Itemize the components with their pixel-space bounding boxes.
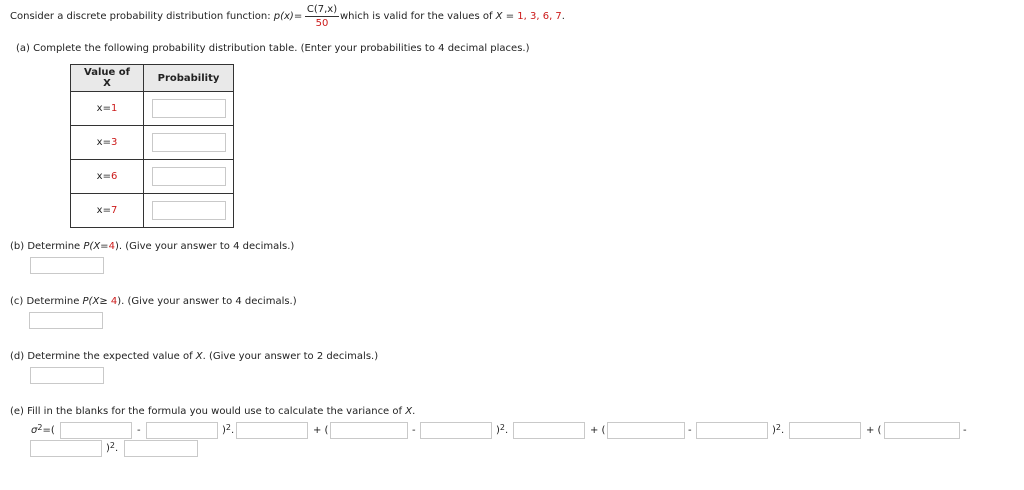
x-value-cell: x=6 <box>71 160 144 194</box>
part-c-prompt: (c) Determine P(X≥ 4). (Give your answer to 4 decimals.) <box>10 296 297 307</box>
plus-open: + ( <box>590 425 606 436</box>
fraction-numerator: C(7,x) <box>306 4 338 15</box>
variance-term1-mean-input[interactable] <box>146 422 218 439</box>
x-value-cell: x=7 <box>71 194 144 228</box>
fraction-denominator: 50 <box>315 18 329 29</box>
table-row <box>71 160 234 194</box>
squared-marker: )$^2$. <box>496 423 509 436</box>
minus-sign: - <box>137 425 141 436</box>
probability-input-x1[interactable] <box>152 99 226 118</box>
variance-term4-x-input[interactable] <box>884 422 960 439</box>
part-e-prompt: (e) Fill in the blanks for the formula you would use to calculate the variance of X. <box>10 406 416 417</box>
minus-sign: - <box>688 425 692 436</box>
variance-term2-mean-input[interactable] <box>420 422 492 439</box>
minus-sign: - <box>412 425 416 436</box>
part-d-prompt: (d) Determine the expected value of X. (Give your answer to 2 decimals.) <box>10 351 379 362</box>
part-d-answer-input[interactable] <box>30 367 104 384</box>
variance-label: $\sigma^2=$( <box>31 423 55 436</box>
probability-input-x7[interactable] <box>152 201 226 220</box>
probability-input-x3[interactable] <box>152 133 226 152</box>
part-b-prompt: (b) Determine P(X=4). (Give your answer to 4 decimals.) <box>10 241 295 252</box>
variance-term3-mean-input[interactable] <box>696 422 768 439</box>
part-a-prompt: (a) Complete the following probability distribution table. (Enter your probabilities to 4 decimal places.) <box>16 43 530 54</box>
probability-cell <box>144 194 234 228</box>
x-value-cell: x=3 <box>71 126 144 160</box>
x-value-cell: x=1 <box>71 92 144 126</box>
probability-distribution-table <box>70 64 234 228</box>
squared-marker: )$^2$. <box>106 441 119 454</box>
plus-open: + ( <box>313 425 329 436</box>
probability-input-x6[interactable] <box>152 167 226 186</box>
probability-cell <box>144 126 234 160</box>
minus-sign: - <box>963 425 967 436</box>
intro-statement: Consider a discrete probability distribution function: p(x)= <box>10 11 303 22</box>
table-row <box>71 194 234 228</box>
probability-cell <box>144 160 234 194</box>
squared-marker: )$^2$. <box>772 423 785 436</box>
variance-term1-x-input[interactable] <box>60 422 132 439</box>
variance-term2-x-input[interactable] <box>330 422 408 439</box>
header-value-of-x: Value of X <box>71 65 144 92</box>
variance-term3-x-input[interactable] <box>607 422 685 439</box>
squared-marker: )$^2$. <box>222 423 235 436</box>
variance-term4-prob-input[interactable] <box>124 440 198 457</box>
intro-statement-tail: which is valid for the values of X = 1, 3, 6, 7. <box>340 11 565 22</box>
part-c-answer-input[interactable] <box>29 312 103 329</box>
header-probability: Probability <box>144 65 234 92</box>
probability-cell <box>144 92 234 126</box>
variance-term1-prob-input[interactable] <box>236 422 308 439</box>
variance-term3-prob-input[interactable] <box>789 422 861 439</box>
table-row <box>71 126 234 160</box>
pmf-fraction <box>305 4 339 29</box>
table-row <box>71 92 234 126</box>
variance-term4-mean-input[interactable] <box>30 440 102 457</box>
part-b-answer-input[interactable] <box>30 257 104 274</box>
variance-term2-prob-input[interactable] <box>513 422 585 439</box>
plus-open: + ( <box>866 425 882 436</box>
valid-values: 1, 3, 6, 7 <box>517 11 562 22</box>
